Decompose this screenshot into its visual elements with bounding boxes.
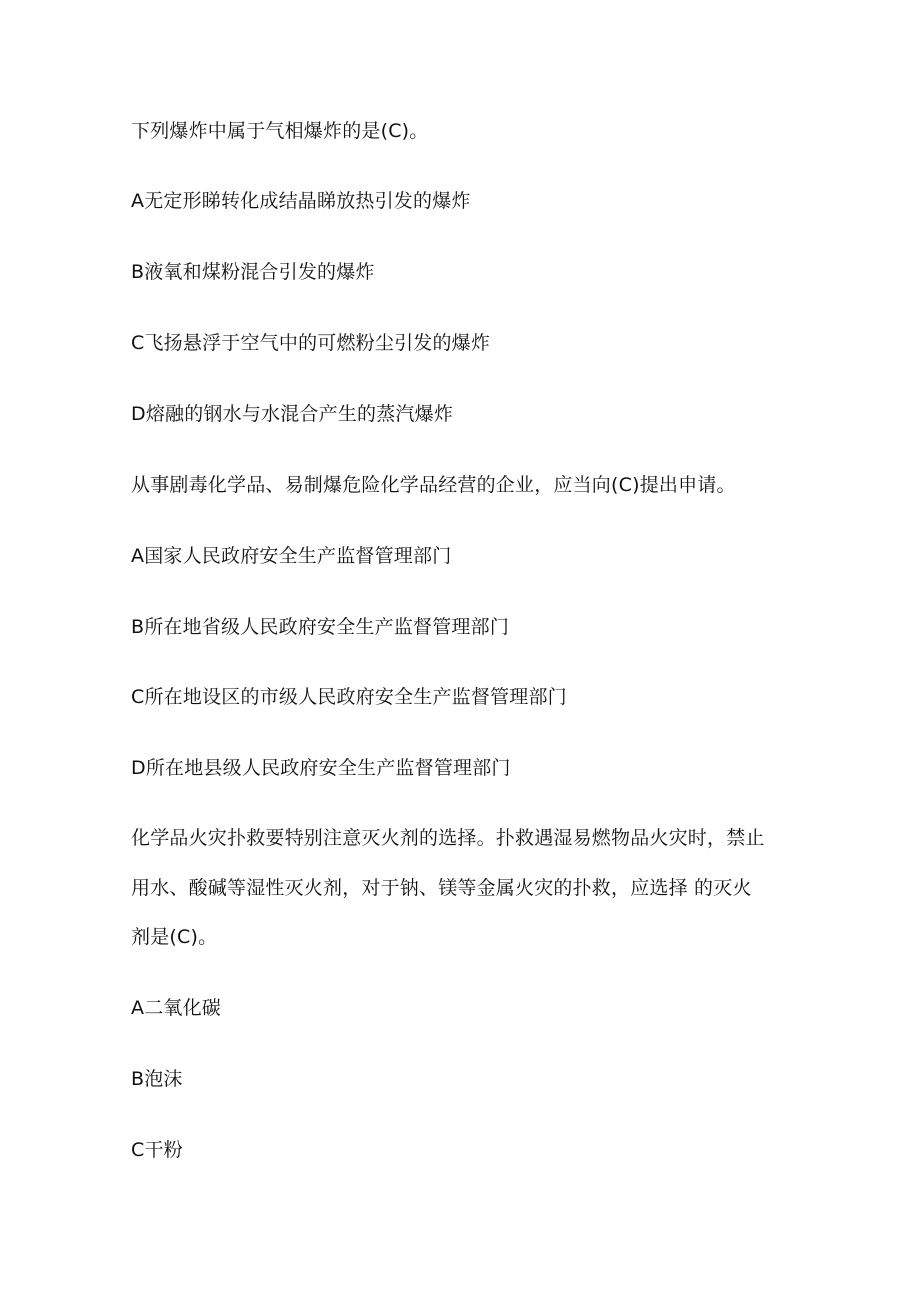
- question-3-stem-line-1: 化学品火灾扑救要特别注意灭火剂的选择。扑救遇湿易燃物品火灾时，禁止: [131, 827, 765, 849]
- question-3-option-a: A二氧化碳: [131, 997, 221, 1019]
- question-2-option-d: D所在地县级人民政府安全生产监督管理部门: [131, 757, 511, 779]
- question-2-option-b: B所在地省级人民政府安全生产监督管理部门: [131, 616, 510, 638]
- question-1-option-b: B液氧和煤粉混合引发的爆炸: [131, 261, 375, 283]
- question-1-option-d: D熔融的钢水与水混合产生的蒸汽爆炸: [131, 403, 454, 425]
- question-2-option-a: A国家人民政府安全生产监督管理部门: [131, 545, 452, 567]
- question-3-stem-line-3: 剂是(C)。: [131, 926, 218, 948]
- question-2-option-c: C所在地设区的市级人民政府安全生产监督管理部门: [131, 686, 567, 708]
- question-3-stem-line-2: 用水、酸碱等湿性灭火剂，对于钠、镁等金属火灾的扑救，应选择 的灭火: [131, 877, 752, 899]
- question-3-option-b: B泡沫: [131, 1068, 183, 1090]
- question-2-stem: 从事剧毒化学品、易制爆危险化学品经营的企业，应当向(C)提出申请。: [131, 474, 736, 496]
- question-1-option-a: A无定形睇转化成结晶睇放热引发的爆炸: [131, 190, 471, 212]
- question-3-option-c: C干粉: [131, 1139, 183, 1161]
- question-1-option-c: C飞扬悬浮于空气中的可燃粉尘引发的爆炸: [131, 332, 491, 354]
- question-1-stem: 下列爆炸中属于气相爆炸的是(C)。: [131, 120, 429, 142]
